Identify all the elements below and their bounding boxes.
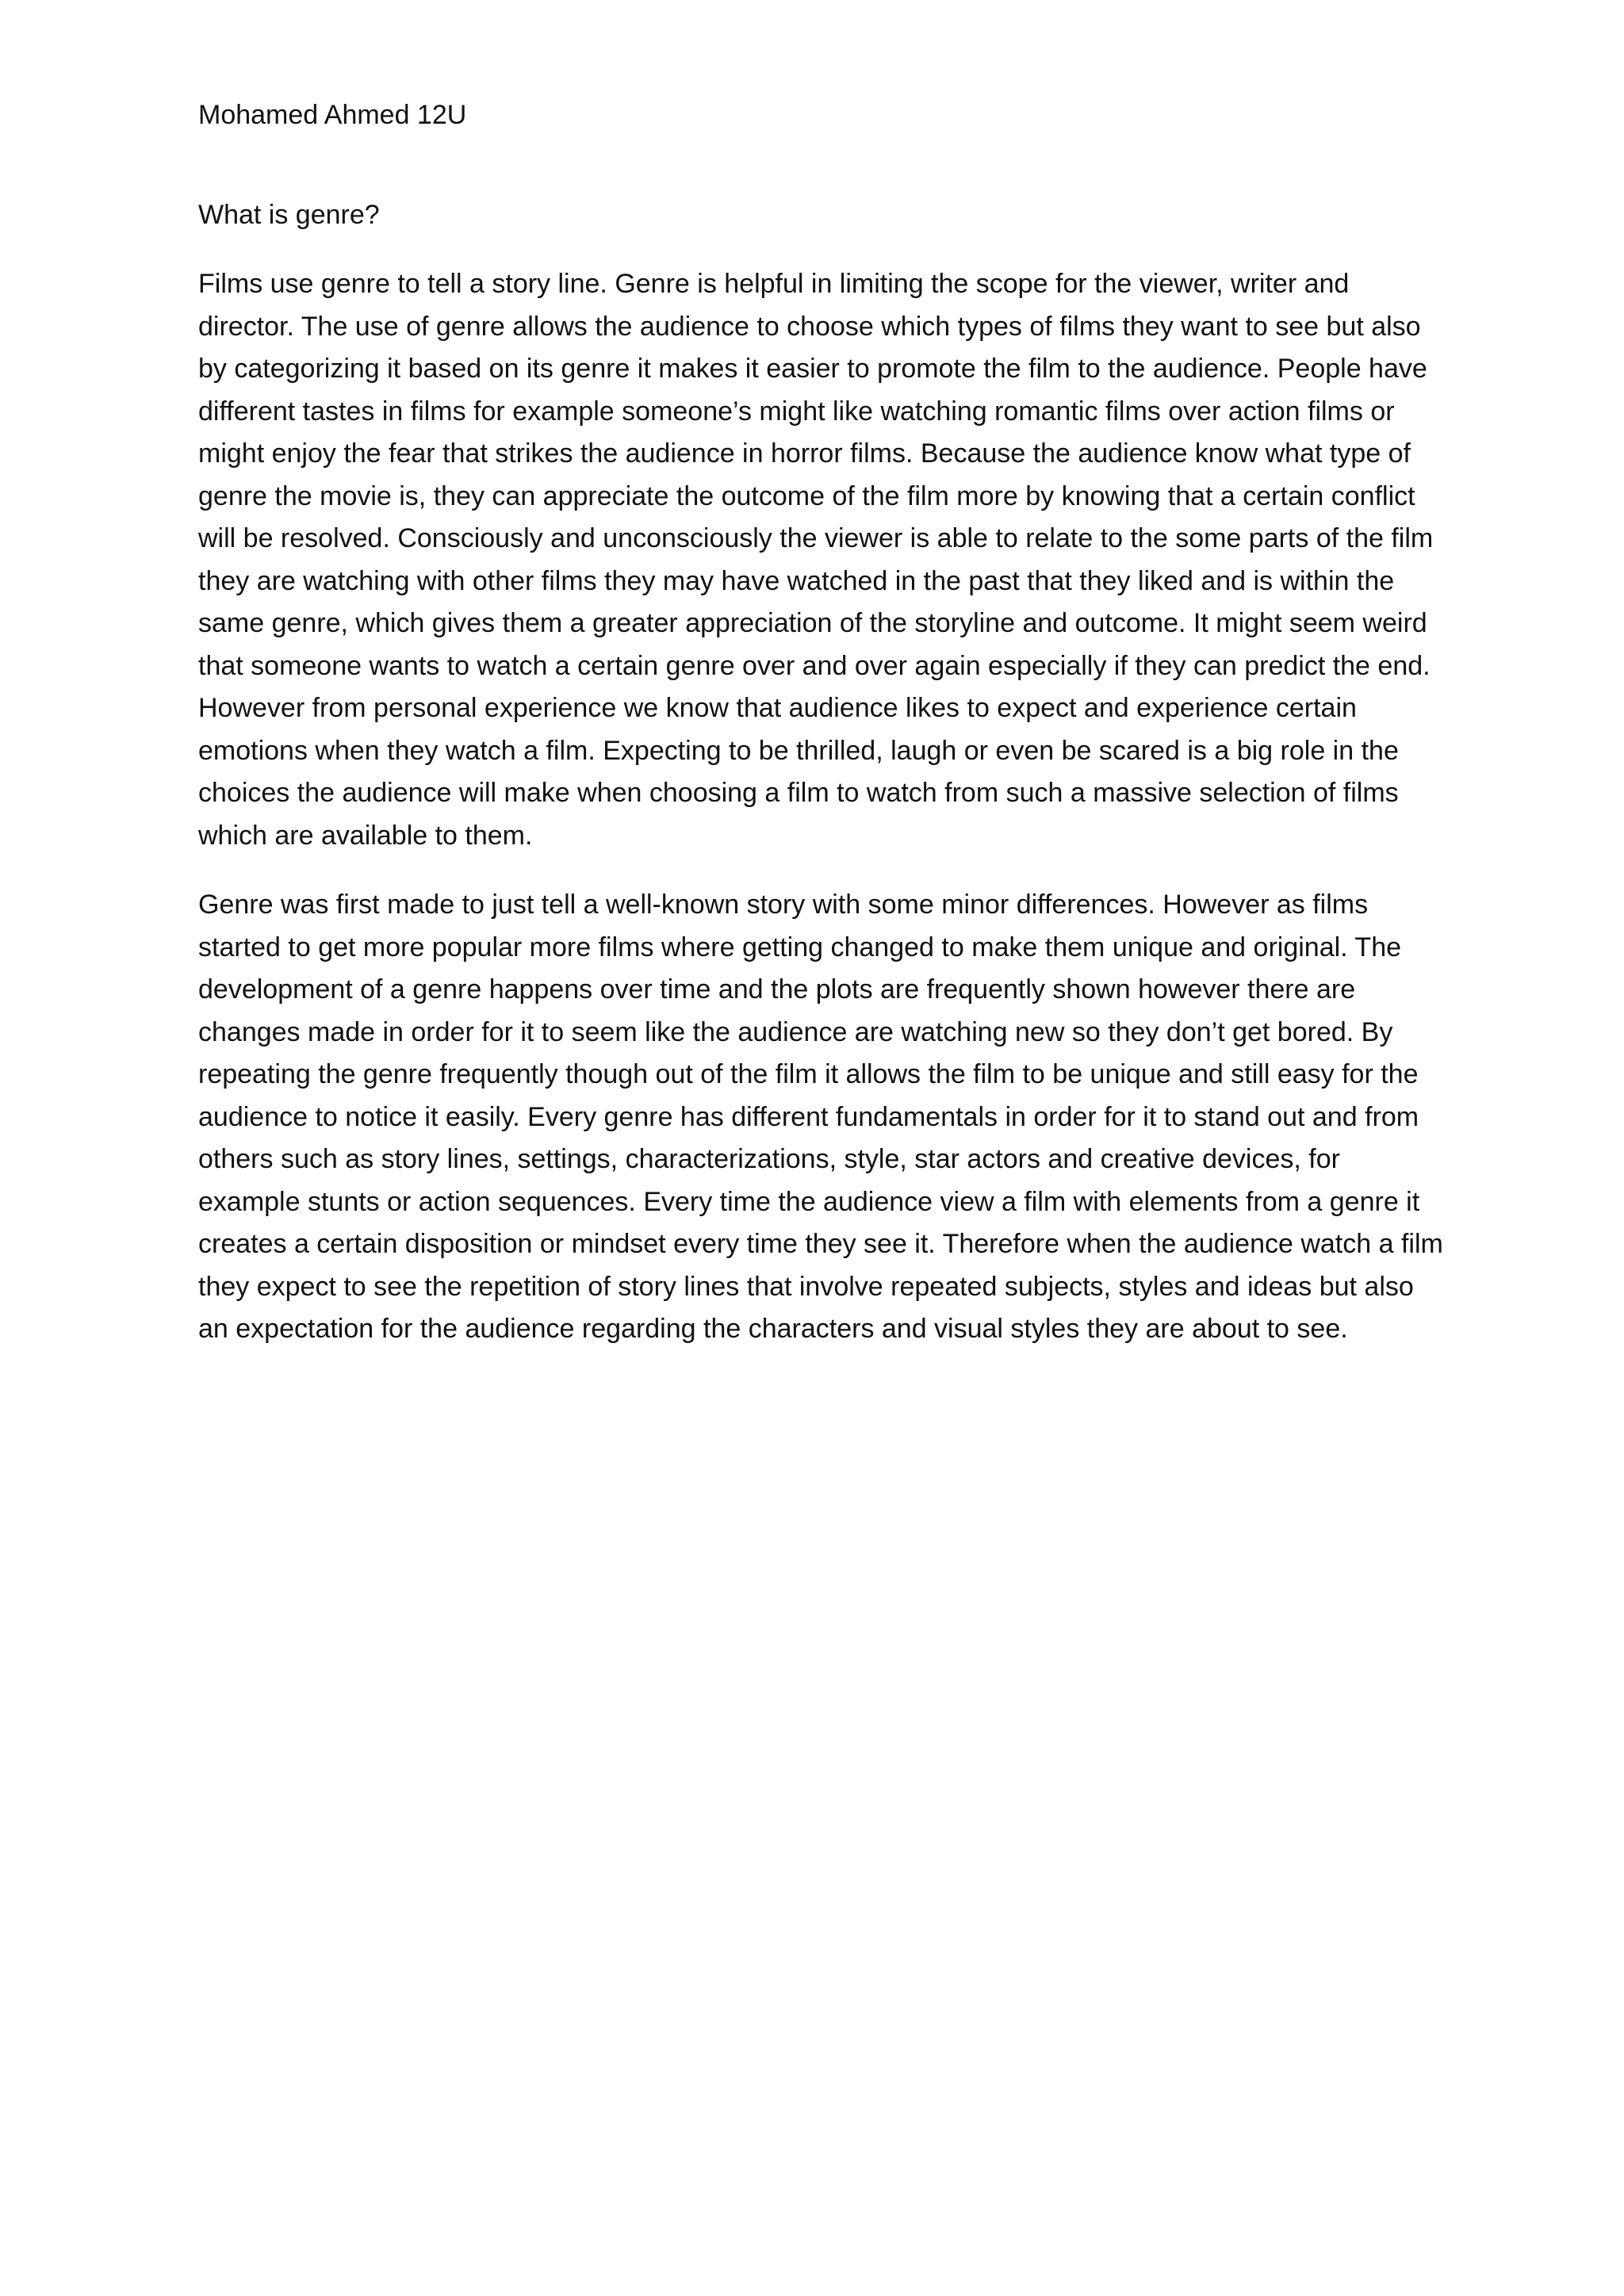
document-body — [198, 94, 1443, 1378]
paragraph-1: Films use genre to tell a story line. Genre is helpful in limiting the scope for the viewer, writer and director. The use of genre allows the audience to choose which types of films they want to see but also by categorizing it based on its genre it makes it easier to promote the film to the audience. People have different tastes in films for example someone’s might like watching romantic films over action films or might enjoy the fear that strikes the audience in horror films. Because the audience know what type of genre the movie is, they can appreciate the outcome of the film more by knowing that a certain conflict will be resolved. Consciously and unconsciously the viewer is able to relate to the some parts of the film they are watching with other films they may have watched in the past that they liked and is within the same genre, which gives them a greater appreciation of the storyline and outcome. It might seem weird that someone wants to watch a certain genre over and over again especially if they can predict the end. However from personal experience we know that audience likes to expect and experience certain emotions when they watch a film. Expecting to be thrilled, laugh or even be scared is a big role in the choices the audience will make when choosing a film to watch from such a massive selection of films which are available to them. — [198, 269, 1434, 851]
author-line: Mohamed Ahmed 12U — [198, 100, 467, 130]
paragraph-2: Genre was first made to just tell a well-known story with some minor differences. However as films started to get more popular more films where getting changed to make them unique and original. The development of a genre happens over time and the plots are frequently shown however there are changes made in order for it to seem like the audience are watching new so they don’t get bored. By repeating the genre frequently though out of the film it allows the film to be unique and still easy for the audience to notice it easily. Every genre has different fundamentals in order for it to stand out and from others such as story lines, settings, characterizations, style, star actors and creative devices, for example stunts or action sequences. Every time the audience view a film with elements from a genre it creates a certain disposition or mindset every time they see it. Therefore when the audience watch a film they expect to see the repetition of story lines that involve repeated subjects, styles and ideas but also an expectation for the audience regarding the characters and visual styles they are about to see. — [198, 890, 1443, 1344]
document-heading: What is genre? — [198, 200, 380, 230]
